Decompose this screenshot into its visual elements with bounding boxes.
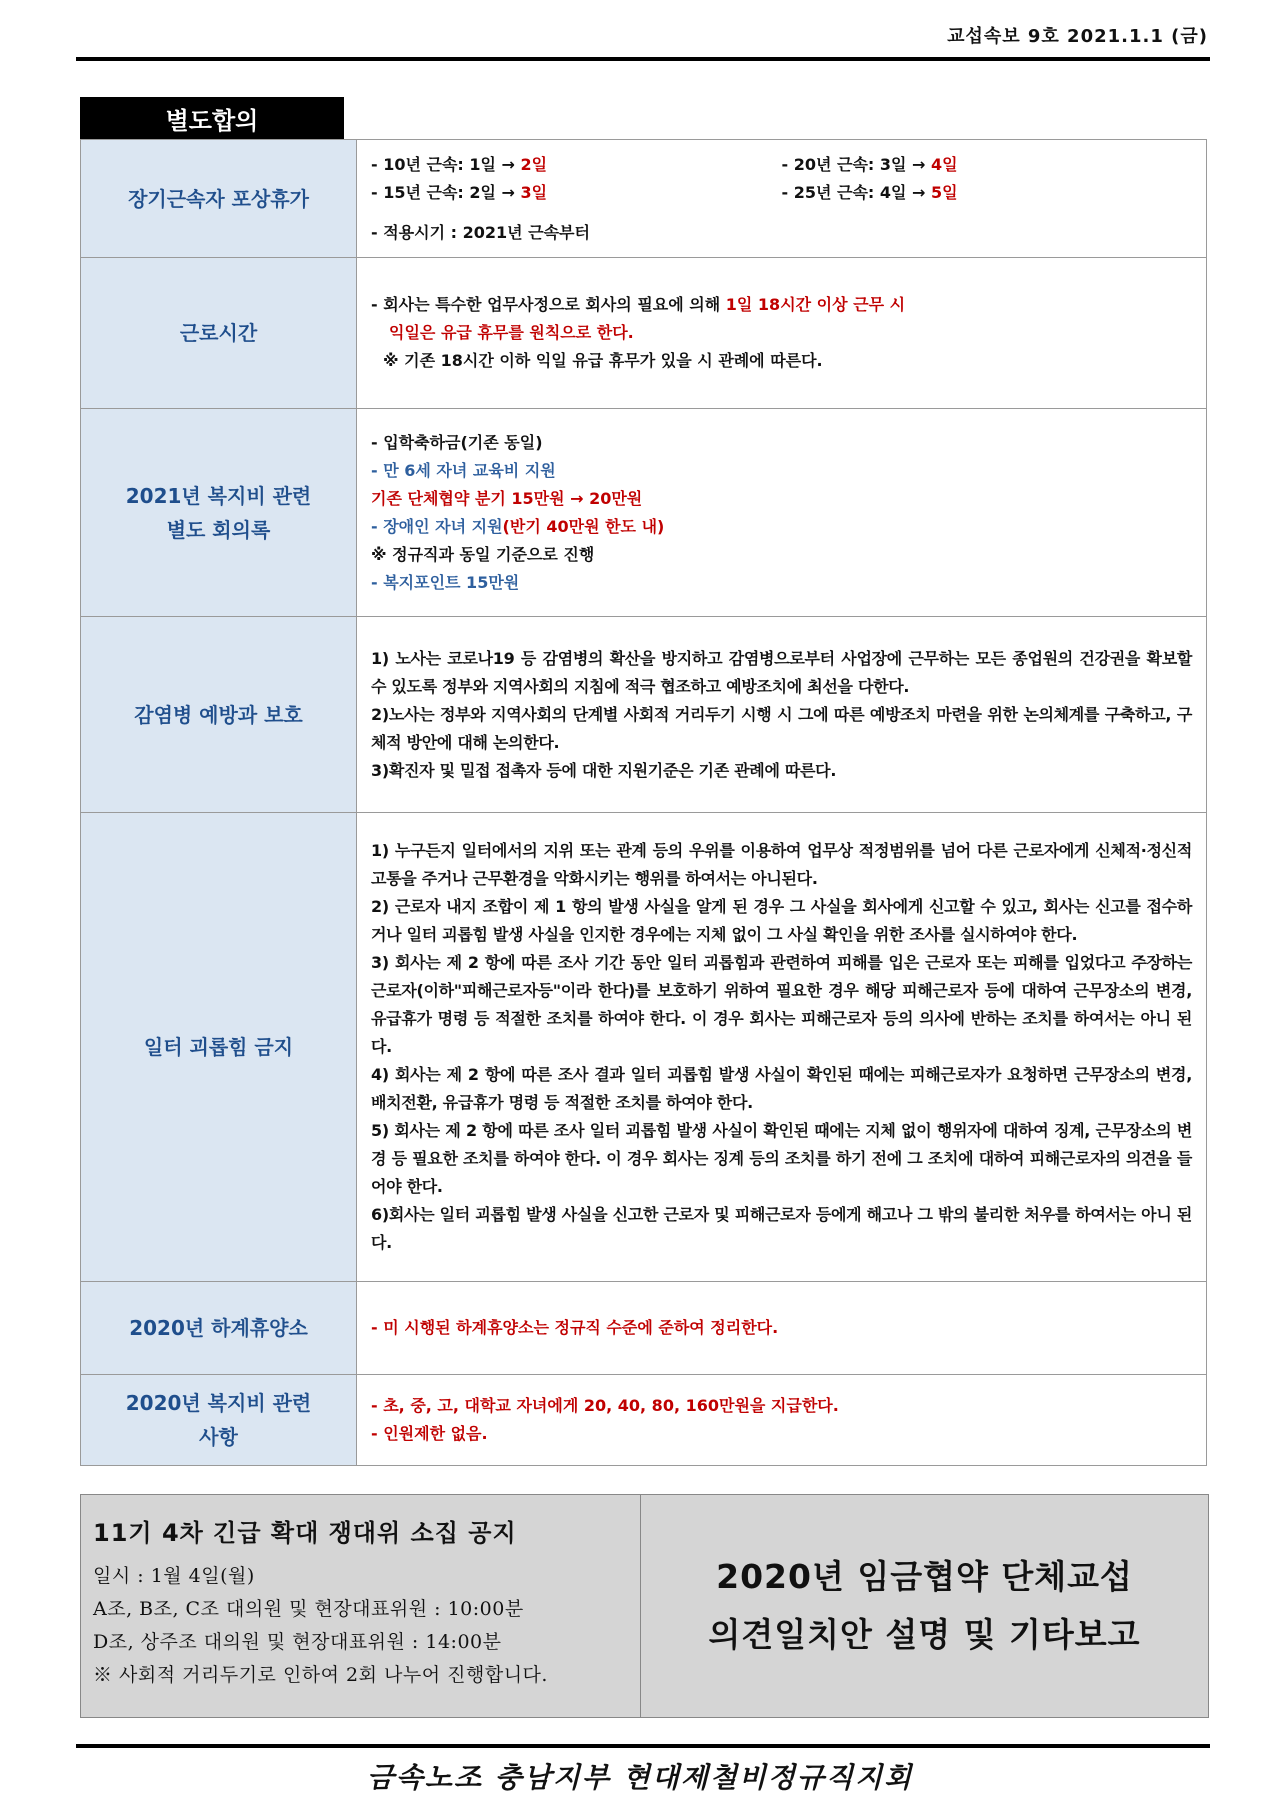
harassment-item-3: 3) 회사는 제 2 항에 따른 조사 기간 동안 일터 괴롭힘과 관련하여 피해를 입은 근로자 또는 피해를 입었다고 주장하는 근로자(이하"피해근로자등"이라 한다)를 보호하기 위하여 필요한 경우 해당 피해근로자 등에 대하여 근무장소의 변경, 유급휴가 명령 등 적절한 조치를 하여야 한다. 이 경우 회사는 피해근로자 등의 의사에 반하는 조치를 하여서는 아니 된다. — [371, 953, 1192, 1056]
hours-line-2: 익일은 유급 휴무를 원칙으로 한다. — [389, 323, 634, 342]
bottom-divider — [76, 1744, 1210, 1748]
union-signature: 금속노조 충남지부 현대제철비정규직지회 — [366, 1761, 914, 1794]
agreement-table — [80, 139, 1207, 1466]
infection-item-1: 1) 노사는 코로나19 등 감염병의 확산을 방지하고 감염병으로부터 사업장에 근무하는 모든 종업원의 건강권을 확보할 수 있도록 정부와 지역사회의 지침에 적극 협조하고 예방조치에 최선을 다한다. — [371, 648, 1192, 696]
leave-grid-2 — [371, 179, 1192, 207]
welfare2020-line-1: - 초, 중, 고, 대학교 자녀에게 20, 40, 80, 160만원을 지급한다. — [371, 1396, 839, 1415]
welfare-line-1: - 입학축하금(기존 동일) — [371, 432, 543, 452]
infection-item-2: 2)노사는 정부와 지역사회의 단계별 사회적 거리두기 시행 시 그에 따른 예방조치 마련을 위한 논의체계를 구축하고, 구체적 방안에 대해 논의한다. — [371, 704, 1192, 752]
row-label: 2021년 복지비 관련 별도 회의록 — [81, 409, 357, 617]
harassment-item-1: 1) 누구든지 일터에서의 지위 또는 관계 등의 우위를 이용하여 업무상 적정범위를 넘어 다른 근로자에게 신체적·정신적 고통을 주거나 근무환경을 악화시키는 행위를 하여서는 아니된다. — [371, 841, 1192, 888]
harassment-item-6: 6)회사는 일터 괴롭힘 발생 사실을 신고한 근로자 및 피해근로자 등에게 해고나 그 밖의 불리한 처우를 하여서는 아니 된다. — [371, 1205, 1192, 1252]
row-label: 감염병 예방과 보호 — [81, 617, 357, 813]
row-content — [357, 617, 1207, 813]
welfare-note: ※ 정규직과 동일 기준으로 진행 — [371, 544, 595, 564]
row-content — [357, 1375, 1207, 1466]
harassment-item-5: 5) 회사는 제 2 항에 따른 조사 일터 괴롭힘 발생 사실이 확인된 때에는 지체 없이 행위자에 대하여 징계, 근무장소의 변경 등 필요한 조치를 하여야 한다. 이 경우 회사는 징계 등의 조치를 하기 전에 그 조치에 대하여 피해근로자의 의견을 들어야 한다. — [371, 1121, 1192, 1196]
leave-25y: - 25년 근속: 4일 → 5일 — [781, 182, 958, 202]
infection-item-3: 3)확진자 및 밀접 접촉자 등에 대한 지원기준은 기존 관례에 따른다. — [371, 760, 837, 780]
welfare2020-line-2: - 인원제한 없음. — [371, 1424, 488, 1443]
notice-title: 11기 4차 긴급 확대 쟁대위 소집 공지 — [93, 1519, 517, 1547]
leave-15y: - 15년 근속: 2일 → 3일 — [371, 182, 548, 202]
resort-line: - 미 시행된 하계휴양소는 정규직 수준에 준하여 정리한다. — [371, 1318, 779, 1337]
issue-header: 교섭속보 9호 2021.1.1 (금) — [947, 26, 1208, 47]
hours-line-1: - 회사는 특수한 업무사정으로 회사의 필요에 의해 1일 18시간 이상 근무 시 — [371, 295, 906, 314]
welfare-line-6: - 복지포인트 15만원 — [371, 572, 520, 592]
row-label: 장기근속자 포상휴가 — [81, 140, 357, 258]
leave-grid — [371, 151, 1192, 179]
row-welfare-2020 — [81, 1375, 1207, 1466]
notice-date: 일시 : 1월 4일(월) — [93, 1565, 255, 1587]
row-workplace-harassment — [81, 813, 1207, 1282]
section-tag: 별도합의 — [80, 97, 344, 139]
row-content — [357, 1282, 1207, 1375]
notice-group-2: D조, 상주조 대의원 및 현장대표위원 : 14:00분 — [93, 1631, 502, 1653]
row-content — [357, 258, 1207, 409]
hours-note: ※ 기존 18시간 이하 익일 유급 휴무가 있을 시 관례에 따른다. — [383, 351, 823, 370]
row-long-service-leave — [81, 140, 1207, 258]
harassment-item-2: 2) 근로자 내지 조합이 제 1 항의 발생 사실을 알게 된 경우 그 사실을 회사에게 신고할 수 있고, 회사는 신고를 접수하거나 일터 괴롭힘 발생 사실을 인지한 경우에는 지체 없이 그 사실 확인을 위한 조사를 실시하여야 한다. — [371, 897, 1192, 944]
agenda-line-2: 의견일치안 설명 및 기타보고 — [708, 1615, 1141, 1654]
notice-note: ※ 사회적 거리두기로 인하여 2회 나누어 진행합니다. — [93, 1664, 548, 1686]
row-summer-resort — [81, 1282, 1207, 1375]
row-label: 근로시간 — [81, 258, 357, 409]
leave-20y: - 20년 근속: 3일 → 4일 — [781, 154, 958, 174]
welfare-line-4: - 장애인 자녀 지원(반기 40만원 한도 내) — [371, 516, 665, 536]
row-working-hours — [81, 258, 1207, 409]
welfare-line-3: 기존 단체협약 분기 15만원 → 20만원 — [371, 488, 643, 508]
agenda-line-1: 2020년 임금협약 단체교섭 — [716, 1557, 1133, 1596]
row-infection-prevention — [81, 617, 1207, 813]
top-divider — [76, 57, 1210, 61]
notice-details — [81, 1495, 641, 1717]
notice-group-1: A조, B조, C조 대의원 및 현장대표위원 : 10:00분 — [93, 1598, 524, 1620]
row-content — [357, 813, 1207, 1282]
row-label: 일터 괴롭힘 금지 — [81, 813, 357, 1282]
harassment-item-4: 4) 회사는 제 2 항에 따른 조사 결과 일터 괴롭힘 발생 사실이 확인된 때에는 피해근로자가 요청하면 근무장소의 변경, 배치전환, 유급휴가 명령 등 적절한 조치를 하여야 한다. — [371, 1065, 1192, 1112]
apply-period: - 적용시기 : 2021년 근속부터 — [371, 222, 590, 242]
row-welfare-2021 — [81, 409, 1207, 617]
row-label: 2020년 복지비 관련 사항 — [81, 1375, 357, 1466]
welfare-line-2: - 만 6세 자녀 교육비 지원 — [371, 460, 556, 480]
leave-10y: - 10년 근속: 1일 → 2일 — [371, 154, 548, 174]
row-content — [357, 409, 1207, 617]
notice-agenda — [641, 1495, 1208, 1717]
row-content — [357, 140, 1207, 258]
row-label: 2020년 하계휴양소 — [81, 1282, 357, 1375]
meeting-notice — [80, 1494, 1209, 1718]
